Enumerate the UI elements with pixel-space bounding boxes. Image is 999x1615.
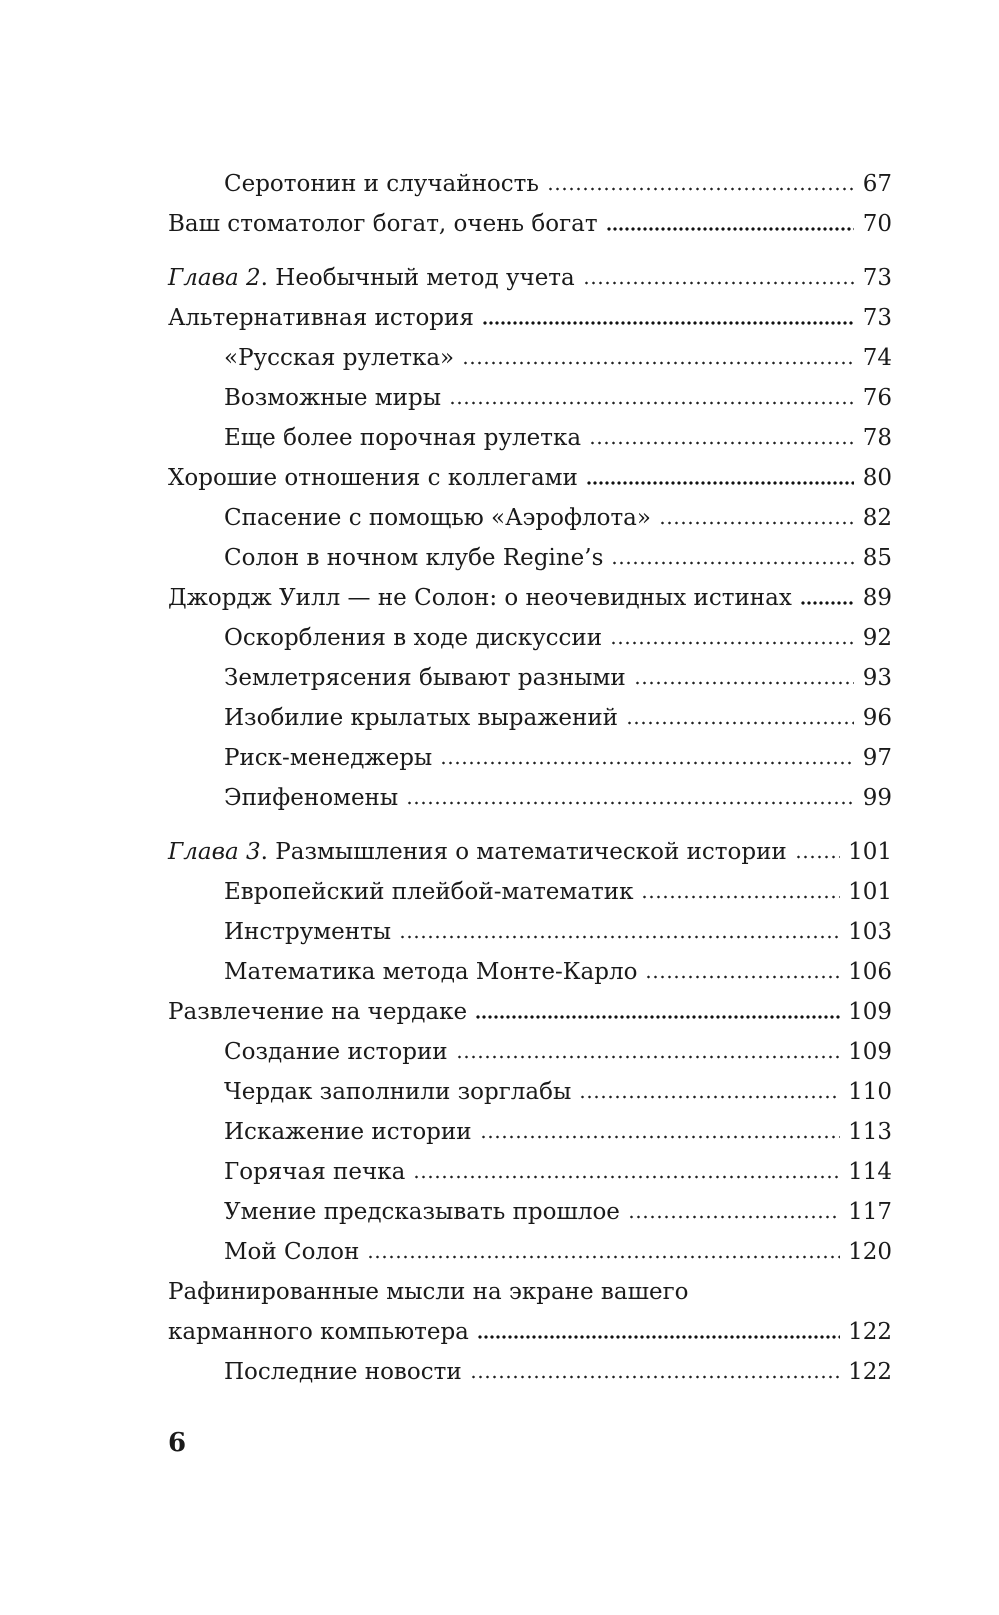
toc-entry-text: Математика метода Монте-Карло: [224, 959, 638, 985]
toc-entry-title: [224, 872, 633, 912]
toc-entry-text: Еще более порочная рулетка: [224, 425, 582, 451]
toc-entry: [168, 1352, 892, 1392]
toc-entry: [168, 952, 892, 992]
toc-entry: [168, 618, 892, 658]
toc-entry-page: 106: [848, 959, 892, 985]
toc-entry-title: [224, 952, 637, 992]
dot-leader: [470, 1375, 840, 1379]
toc-entry-page: 78: [862, 425, 892, 451]
dot-leader: [800, 601, 854, 605]
toc-entry: [168, 1072, 892, 1112]
toc-entry-title: [224, 1352, 462, 1392]
dot-leader: [795, 855, 840, 859]
dot-leader: [579, 1095, 840, 1099]
toc-entry-text: Солон в ночном клубе Regine’s: [224, 545, 604, 571]
dot-leader: [586, 481, 854, 485]
dot-leader: [583, 281, 854, 285]
dot-leader: [634, 681, 854, 685]
toc-entry-title: [224, 164, 539, 204]
toc-entry-page: 73: [862, 265, 892, 291]
toc-entry-title: [224, 338, 454, 378]
dot-leader: [456, 1055, 840, 1059]
chapter-label: Глава 2: [168, 265, 261, 291]
toc-entry-page: 110: [848, 1079, 892, 1105]
toc-entry: [168, 538, 892, 578]
toc-entry: [168, 338, 892, 378]
toc-entry-page: 120: [848, 1239, 892, 1265]
toc-entry: [168, 658, 892, 698]
toc-entry: [168, 204, 892, 244]
toc-entry-title: [224, 1072, 571, 1112]
toc-entry-title: [224, 1192, 620, 1232]
toc-entry-text: Возможные миры: [224, 385, 441, 411]
toc-entry-text: Мой Солон: [224, 1239, 360, 1265]
dot-leader: [480, 1135, 841, 1139]
toc-entry-title: [224, 778, 398, 818]
dot-leader: [606, 227, 854, 231]
toc-entry-title: [168, 1272, 688, 1312]
toc-entry-page: 76: [862, 385, 892, 411]
toc-entry-title: [224, 618, 602, 658]
toc-entry: [168, 378, 892, 418]
toc-entry-text: . Необычный метод учета: [260, 265, 575, 291]
dot-leader: [367, 1255, 840, 1259]
toc-entry: [168, 1112, 892, 1152]
dot-leader: [413, 1175, 840, 1179]
toc-entry-page: 96: [862, 705, 892, 731]
toc-entry-title: [168, 298, 474, 338]
toc-entry-text: Ваш стоматолог богат, очень богат: [168, 211, 598, 237]
toc-entry: [168, 738, 892, 778]
toc-entry-page: 93: [862, 665, 892, 691]
toc-entry-text: Хорошие отношения с коллегами: [168, 465, 578, 491]
dot-leader: [547, 187, 854, 191]
toc-entry-text: «Русская рулетка»: [224, 345, 455, 371]
toc-entry-title: [168, 1312, 469, 1352]
toc-entry-title: [224, 418, 581, 458]
toc-entry-title: [224, 1032, 448, 1072]
toc-entry-text: Последние новости: [224, 1359, 462, 1385]
toc-entry-title: [168, 992, 467, 1032]
toc-entry-page: 117: [848, 1199, 892, 1225]
chapter-label: Глава 3: [168, 839, 261, 865]
toc-entry-text: Искажение истории: [224, 1119, 472, 1145]
toc-entry-page: 114: [848, 1159, 892, 1185]
toc-entry: [168, 298, 892, 338]
toc-entry-title: [224, 498, 651, 538]
toc-entry-text: Инструменты: [224, 919, 392, 945]
dot-leader: [628, 1215, 840, 1219]
toc-entry-page: 113: [848, 1119, 892, 1145]
toc-entry-title: [224, 698, 618, 738]
toc-entry-text: Умение предсказывать прошлое: [224, 1199, 620, 1225]
table-of-contents: [168, 164, 892, 1392]
toc-entry-text: Эпифеномены: [224, 785, 399, 811]
toc-entry-title: [224, 538, 603, 578]
dot-leader: [475, 1015, 840, 1019]
toc-entry-text: Джордж Уилл — не Солон: о неочевидных истинах: [168, 585, 792, 611]
toc-entry: [168, 1312, 892, 1352]
dot-leader: [440, 761, 854, 765]
toc-entry-page: 70: [862, 211, 892, 237]
dot-leader: [406, 801, 854, 805]
toc-entry-title: [224, 912, 391, 952]
toc-entry-text: Чердак заполнили зорглабы: [224, 1079, 572, 1105]
toc-entry: [168, 698, 892, 738]
toc-entry: [168, 872, 892, 912]
toc-entry-page: 80: [862, 465, 892, 491]
dot-leader: [462, 361, 854, 365]
toc-entry: [168, 458, 892, 498]
toc-entry-page: 73: [862, 305, 892, 331]
toc-entry-text: Горячая печка: [224, 1159, 406, 1185]
dot-leader: [645, 975, 840, 979]
toc-entry-page: 109: [848, 1039, 892, 1065]
dot-leader: [610, 641, 854, 645]
toc-entry: [168, 1152, 892, 1192]
toc-entry-page: 82: [862, 505, 892, 531]
toc-entry: [168, 912, 892, 952]
toc-entry-title: [168, 458, 578, 498]
toc-entry: [168, 1232, 892, 1272]
dot-leader: [589, 441, 854, 445]
toc-entry: [168, 832, 892, 872]
toc-entry: [168, 498, 892, 538]
toc-entry-title: [168, 832, 787, 872]
toc-entry: [168, 418, 892, 458]
page-number: 6: [168, 1428, 187, 1458]
toc-entry-page: 101: [848, 839, 892, 865]
toc-entry-title: [168, 258, 575, 298]
toc-entry: [168, 778, 892, 818]
toc-entry-page: 109: [848, 999, 892, 1025]
toc-entry-text: Землетрясения бывают разными: [224, 665, 626, 691]
toc-entry: [168, 992, 892, 1032]
toc-entry-text: Европейский плейбой-математик: [224, 879, 634, 905]
dot-leader: [659, 521, 854, 525]
toc-entry: [168, 1272, 892, 1312]
toc-entry: [168, 258, 892, 298]
dot-leader: [626, 721, 854, 725]
toc-entry-text: Создание истории: [224, 1039, 448, 1065]
toc-entry-page: 89: [862, 585, 892, 611]
toc-entry: [168, 164, 892, 204]
toc-entry: [168, 1032, 892, 1072]
dot-leader: [611, 561, 854, 565]
toc-entry-title: [224, 378, 441, 418]
toc-entry-text: Риск-менеджеры: [224, 745, 433, 771]
toc-entry-title: [168, 204, 598, 244]
toc-entry-page: 122: [848, 1359, 892, 1385]
toc-entry-page: 67: [862, 171, 892, 197]
toc-entry-text: Оскорбления в ходе дискуссии: [224, 625, 603, 651]
toc-entry: [168, 578, 892, 618]
toc-entry-text: Развлечение на чердаке: [168, 999, 468, 1025]
toc-entry-text: Альтернативная история: [168, 305, 474, 331]
toc-entry-page: 122: [848, 1319, 892, 1345]
toc-entry: [168, 1192, 892, 1232]
toc-entry-text: карманного компьютера: [168, 1319, 469, 1345]
toc-entry-page: 97: [862, 745, 892, 771]
dot-leader: [641, 895, 840, 899]
dot-leader: [477, 1335, 840, 1339]
toc-entry-page: 85: [862, 545, 892, 571]
toc-entry-title: [224, 1112, 472, 1152]
dot-leader: [399, 935, 840, 939]
toc-entry-title: [224, 658, 626, 698]
dot-leader: [449, 401, 854, 405]
dot-leader: [482, 321, 854, 325]
toc-entry-title: [224, 738, 432, 778]
toc-entry-title: [224, 1232, 359, 1272]
toc-entry-title: [224, 1152, 405, 1192]
toc-entry-title: [168, 578, 792, 618]
toc-entry-page: 101: [848, 879, 892, 905]
toc-entry-text: Серотонин и случайность: [224, 171, 539, 197]
toc-entry-page: 92: [862, 625, 892, 651]
toc-entry-page: 74: [862, 345, 892, 371]
toc-entry-text: Рафинированные мысли на экране вашего: [168, 1279, 689, 1305]
toc-entry-page: 103: [848, 919, 892, 945]
toc-entry-text: Изобилие крылатых выражений: [224, 705, 618, 731]
toc-entry-page: 99: [862, 785, 892, 811]
toc-entry-text: . Размышления о математической истории: [260, 839, 787, 865]
toc-entry-text: Спасение с помощью «Аэрофлота»: [224, 505, 651, 531]
